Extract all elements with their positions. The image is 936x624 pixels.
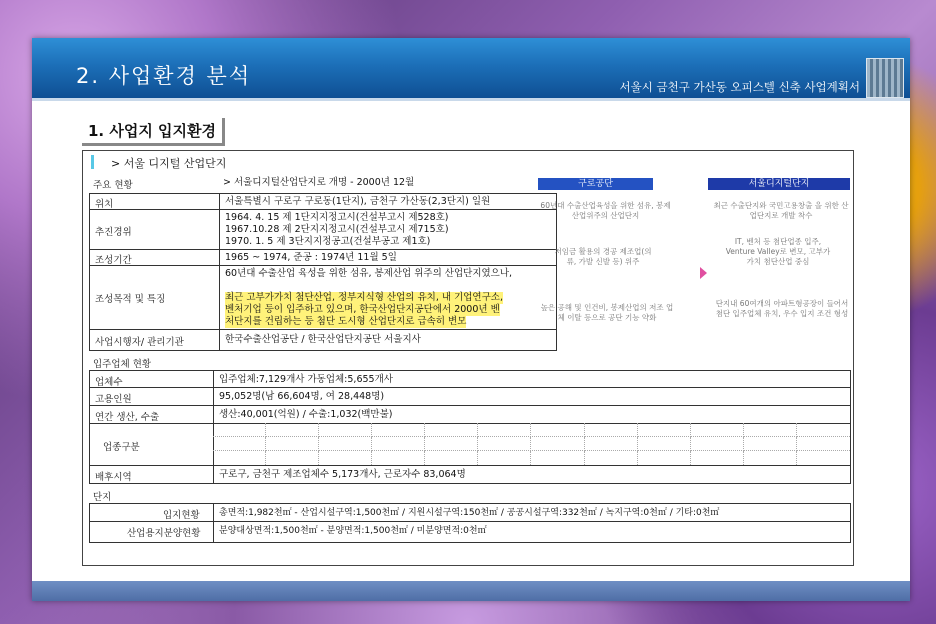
purpose-label: 조성목적 및 특징 [95,294,166,305]
info-panel [82,150,854,566]
industry-grid-cell [691,451,744,465]
purpose-line-2: 최근 고부가가치 첨단산업, 정부지식형 산업의 유치, 내 기업연구소, [225,292,503,303]
info-table-divider [219,193,220,350]
purpose-line-4: 처단지를 건립하는 등 첨단 도시형 산업단지로 급속히 변모 [225,316,467,327]
row-divider [89,521,850,522]
digital-text-2: IT, 벤처 등 첨단업종 입주, Venture Valley로 변모, 고부가가치 첨단산업 중심 [725,237,831,266]
companies-value: 입주업체:7,129개사 가동업체:5,655개사 [219,374,393,385]
industry-grid-cell [585,437,638,451]
history-line-2: 1967.10.28 제 2단지지정고시(건설부고시 제715호) [225,224,449,235]
industry-grid-cell [744,451,797,465]
employees-label: 고용인원 [95,394,132,405]
building-icon [866,58,904,98]
employees-value: 95,052명(남 66,604명, 여 28,448명) [219,391,385,402]
land-value: 총면적:1,982천㎡ - 산업시설구역:1,500천㎡ / 지원시설구역:150천㎡ / 공공시설구역:332천㎡ / 녹지구역:0천㎡ / 기타:0천㎡ [219,508,720,518]
industry-grid-cell [532,451,585,465]
digital-text-3: 단지내 60여개의 아파트형공장이 들어서 첨단 입주업체 유치, 우수 입지 조건 형성 [715,299,849,318]
industry-grid-cell [319,423,372,437]
header-divider [32,98,910,101]
row-divider [89,465,850,466]
section-title: 1. 사업지 입지환경 [82,118,225,146]
agency-value: 한국수출산업공단 / 한국산업단지공단 서울지사 [225,334,421,345]
area-table-divider [213,503,214,542]
purpose-line-3: 벤처기업 등이 입주하고 있으며, 한국산업단지공단에서 2000년 벤 [225,304,500,315]
industry-grid-cell [425,437,478,451]
page-title: 2. 사업환경 분석 [76,64,252,88]
industry-grid-cell [744,437,797,451]
row-divider [89,387,850,388]
industry-grid-cell [585,451,638,465]
industry-grid-cell [691,423,744,437]
industry-grid-cell [691,437,744,451]
main-status-label: 주요 현황 [93,180,133,191]
industry-grid-cell [319,437,372,451]
triangle-right-icon [700,267,707,279]
industry-grid-cell [213,423,266,437]
main-status-value: > 서울디지털산업단지로 개명 - 2000년 12월 [223,177,415,188]
row-divider [89,209,556,210]
period-value: 1965 ~ 1974, 준공 : 1974년 11월 5일 [225,252,397,263]
location-value: 서울특별시 구로구 구로동(1단지), 금천구 가산동(2,3단지) 일원 [225,196,491,207]
industry-grid-cell [372,451,425,465]
row-divider [89,405,850,406]
industry-grid-cell [744,423,797,437]
hinterland-value: 구로구, 금천구 제조업체수 5,173개사, 근로자수 83,064명 [219,469,466,480]
panel-title: > 서울 디지털 산업단지 [111,157,227,170]
guro-header: 구로공단 [538,178,653,190]
industry-grid-cell [213,451,266,465]
industry-label: 업종구분 [103,442,140,453]
industry-grid-cell [478,451,531,465]
industry-grid-cell [532,437,585,451]
industry-grid-cell [478,437,531,451]
industry-grid-cell [797,423,850,437]
tenants-title: 입주업체 현황 [93,359,152,370]
row-divider [89,265,556,266]
industry-grid-cell [425,423,478,437]
panel-title-bar [91,155,94,169]
sale-label: 산업용지분양현황 [127,528,201,539]
industry-grid-cell [638,451,691,465]
industry-grid-cell [266,437,319,451]
guro-text-2: 저임금 활용의 경공 제조업(의류, 가발 신발 등) 위주 [554,247,652,266]
area-title: 단지 [93,492,112,503]
industry-grid-cell [797,437,850,451]
history-line-1: 1964. 4. 15 제 1단지지정고시(건설부고시 제528호) [225,212,449,223]
industry-grid-cell [532,423,585,437]
location-label: 위치 [95,199,114,210]
agency-label: 사업시행자/ 관리기관 [95,337,184,348]
footer-bar [32,581,910,601]
production-value: 생산:40,001(억원) / 수출:1,032(백만불) [219,409,393,420]
slide [32,38,910,601]
industry-grid-cell [372,423,425,437]
industry-grid-cell [425,451,478,465]
industry-grid-cell [319,451,372,465]
industry-grid-cell [638,437,691,451]
industry-grid-cell [266,423,319,437]
history-label: 추진경위 [95,227,132,238]
industry-grid-cell [266,451,319,465]
industry-grid-cell [797,451,850,465]
hinterland-label: 배후시역 [95,472,132,483]
production-label: 연간 생산, 수출 [95,412,160,423]
companies-label: 업체수 [95,377,123,388]
industry-grid-cell [372,437,425,451]
row-divider [89,329,556,330]
industry-grid-cell [585,423,638,437]
document-subtitle: 서울시 금천구 가산동 오피스텔 신축 사업계획서 [619,80,860,94]
sale-value: 분양대상면적:1,500천㎡ - 분양면적:1,500천㎡ / 미분양면적:0천㎡ [219,526,487,536]
industry-grid-cell [213,437,266,451]
history-line-3: 1970. 1. 5 제 3단지지정공고(건설부공고 제1호) [225,236,431,247]
guro-text-3: 높은 공해 및 인건비, 봉제산업의 저조 업체 이탈 등으로 공단 기능 약화 [540,303,674,322]
guro-text-1: 60년대 수출산업육성을 위한 섬유, 봉제 산업위주의 산업단지 [540,201,671,220]
slide-header [32,38,910,98]
purpose-line-1: 60년대 수출산업 육성을 위한 섬유, 봉제산업 위주의 산업단지였으나, [225,268,513,279]
period-label: 조성기간 [95,255,132,266]
digital-header: 서울디지털단지 [708,178,850,190]
row-divider [89,249,556,250]
land-label: 입지현황 [163,510,200,521]
industry-grid-cell [638,423,691,437]
industry-grid-cell [478,423,531,437]
digital-text-1: 최근 수출단지와 국민고용창출 을 위한 산업단지로 개발 착수 [713,201,849,220]
